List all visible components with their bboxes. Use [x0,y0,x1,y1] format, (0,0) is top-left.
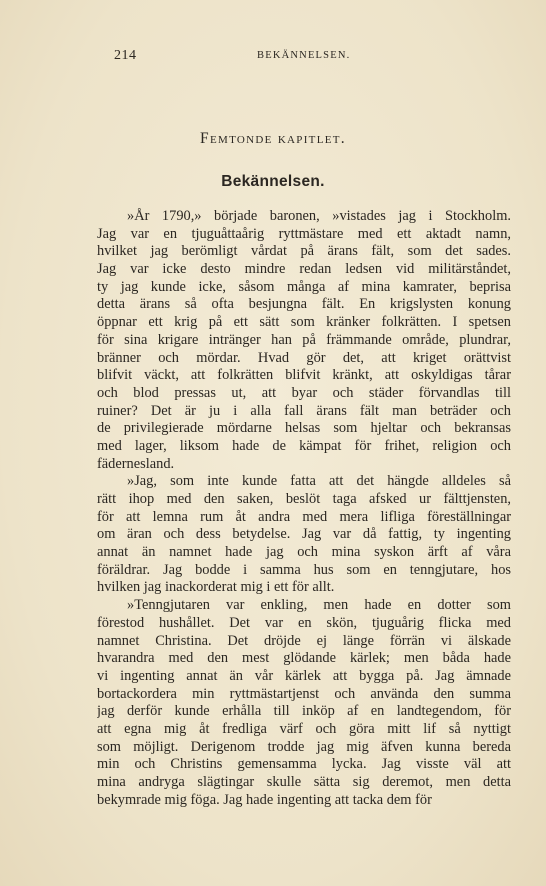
chapter-heading-text: Femtonde kapitlet. [200,130,346,147]
running-header [0,48,546,68]
text-line: »År 1790,» började baronen, »vistades jag i Stockholm. [127,208,511,224]
text-line: de privilegierade mördarne helsas som hjeltar och bekransas [97,420,511,437]
chapter-title: Bekännelsen. [221,173,325,190]
paragraph [97,597,511,809]
text-line: bortackordera min ryttmästartjenst och använda den summa [97,685,511,702]
text-line: ruiner? Det är ju i alla fall ärans fält man beträder och [97,402,511,419]
text-line: och blod pressas ut, att byar och städer förvandlas till [97,384,511,401]
text-line: med lager, liksom hade de kämpat för frihet, religion och [97,437,511,454]
text-line: vi ingenting annat än vår kärlek att bygga på. Jag ämnade [97,667,511,684]
text-line: mina andryga slägtingar skulle sätta sig deremot, men detta [97,774,511,790]
running-title: BEKÄNNELSEN. [257,50,351,61]
paragraph [97,473,511,597]
text-line: hvilket jag berömligt vårdat på ärans fält, som det sades. [97,243,511,260]
text-line: annat än namnet hade jag och mina syskon ärft af våra [97,544,511,561]
text-line: Jag var icke desto mindre redan ledsen vid militärståndet, [97,261,511,278]
text-line: hvilken jag inackorderat mig i ett för allt. [97,579,335,596]
text-line: förestod hushållet. Det var en skön, tjuguårig flicka med [97,614,511,631]
text-line: för att lemna rum åt andra med mera lifliga föreställningar [97,508,511,525]
text-line: öppnar ett krig på ett sätt som kränker folkrätten. I spetsen [97,314,511,331]
text-line: »Tenngjutaren var enkling, men hade en dotter som [127,597,511,614]
text-line: namnet Christina. Det dröjde ej länge förrän vi älskade [97,632,511,649]
text-line: detta ärans så ofta besjungna fält. En krigslysten konung [97,296,511,313]
text-line: för sina krigare intränger han på främmande område, plundrar, [97,331,511,348]
text-line: bränner och mördar. Hvad gör det, att kriget orättvist [97,349,511,366]
page-number: 214 [114,48,137,63]
text-line: om äran och dess betydelse. Jag var då fattig, ty ingenting [97,526,511,543]
text-line: ty jag kunde icke, såsom många af mina kamrater, beprisa [97,278,511,295]
text-line: föräldrar. Jag bodde i samma hus som en tenngjutare, hos [97,561,511,578]
text-line: blifvit väckt, att folkrätten blifvit kränkt, att oskyldigas tårar [97,367,511,384]
text-line: hvarandra med den mest glödande kärlek; men båda hade [97,650,511,667]
text-line: att egna mig åt fredliga värf och göra mitt lif så nyttigt [97,720,511,737]
text-line: »Jag, som inte kunde fatta att det hängde alldeles så [127,473,511,490]
text-line: min och Christins gemensamma lycka. Jag visste väl att [97,756,511,773]
paragraph [97,208,511,473]
text-line: fädernesland. [97,455,175,472]
chapter-heading [0,130,546,148]
text-line: jag derför kunde erhålla till inköp af en landtegendom, för [97,703,511,720]
text-line: Jag var en tjuguåttaårig ryttmästare med ett aktadt namn, [97,225,511,242]
body-text [97,208,511,809]
text-line: bekymrade mig föga. Jag hade ingenting att tacka dem för [97,791,432,808]
text-line: som möjligt. Derigenom trodde jag mig äfven kunna bereda [97,738,511,755]
text-line: rätt ihop med den saken, beslöt taga afsked ur fälttjensten, [97,491,511,507]
